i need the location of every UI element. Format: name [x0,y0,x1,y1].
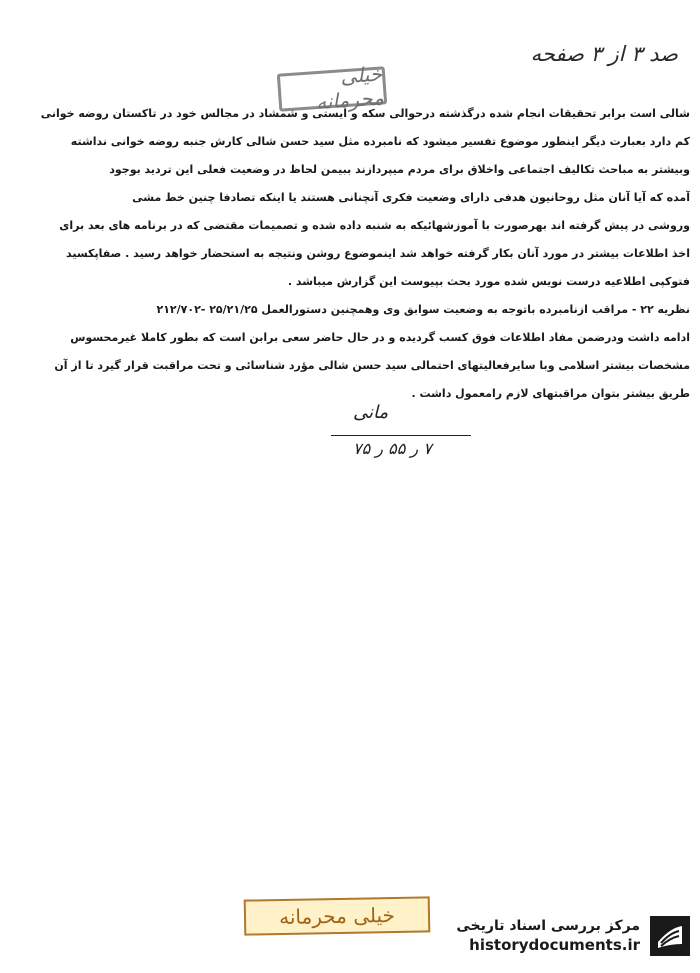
body-line-2: کم دارد بعبارت دیگر اینطور موضوع تفسیر میشود که نامبرده مثل سید حسن شالی کارش جنبه روضه خوانی نداشته [70,135,690,148]
watermark-title: مرکز بررسی اسناد تاریخی [456,918,640,934]
watermark-url: historydocuments.ir [469,936,640,954]
body-line-4: آمده که آیا آنان مثل روحانیون هدفی دارای وضعیت فکری آنچنانی هستند یا اینکه تصادفا چنین خط مشی [132,191,690,204]
archive-logo-icon [648,914,692,958]
body-line-6: اخذ اطلاعات بیشتر در مورد آنان بکار گرفته خواهد شد اینموضوع روشن ونتیجه به استحضار خواهد رسید . صفاپکسید [66,247,690,260]
body-line-8: نظریه ۲۲ - مراقب ازنامبرده باتوجه به وضعیت سوابق وی وهمچنین دستورالعمل ۲۵/۲۱/۲۵ -۲۱۲/۷۰۲ [156,303,690,316]
classification-stamp-bottom [244,896,431,935]
signature: مانی [353,402,389,423]
body-line-10: مشخصات بیشتر اسلامی وبا سایرفعالیتهای احتمالی سید حسن شالی مؤرد شناسائی و تحت مراقبت قرار گیرد تا از آن [54,359,690,372]
body-line-9: ادامه داشت ودرضمن مفاد اطلاعات فوق کسب گردیده و در حال حاضر سعی برابن است که بطور کاملا غیرمحسوس [70,331,690,344]
body-line-3: وبیشتر به مباحث تکالیف اجتماعی واخلاق برای مردم میپردازند ببیمن لحاظ در وضعیت فعلی این تردید بوجود [109,163,690,176]
classification-stamp-bottom-text: خیلی محرمانه [278,902,396,930]
body-line-5: وروشی در پیش گرفته اند بهرصورت با آموزشهائیکه به شنبه داده شده و تصمیمات مقتضی که در برنامه های بعد برای [59,219,690,232]
archive-watermark [430,906,692,966]
body-line-1: شالی است برابر تحقیقات انجام شده درگذشته درحوالی سکه و ایستی و شمشاد در مجالس خود در تاکستان روضه خوانی [40,107,690,120]
classification-stamp-top-text: خیلی محرمانه [315,61,385,115]
signature-block [325,402,475,462]
body-line-11: طریق بیشتر بتوان مراقبتهای لازم رامعمول داشت . [411,387,690,400]
document-body [10,100,690,408]
signature-date: ۷ ر ۵۵ ر ۷۵ [353,439,432,458]
signature-underline [331,435,471,436]
body-line-7: فتوکپی اطلاعیه درست نویس شده مورد بحث بپیوست این گزارش میباشد . [287,275,690,288]
watermark-text [456,918,640,954]
page-number: صد ۳ از ۳ صفحه [530,42,678,66]
